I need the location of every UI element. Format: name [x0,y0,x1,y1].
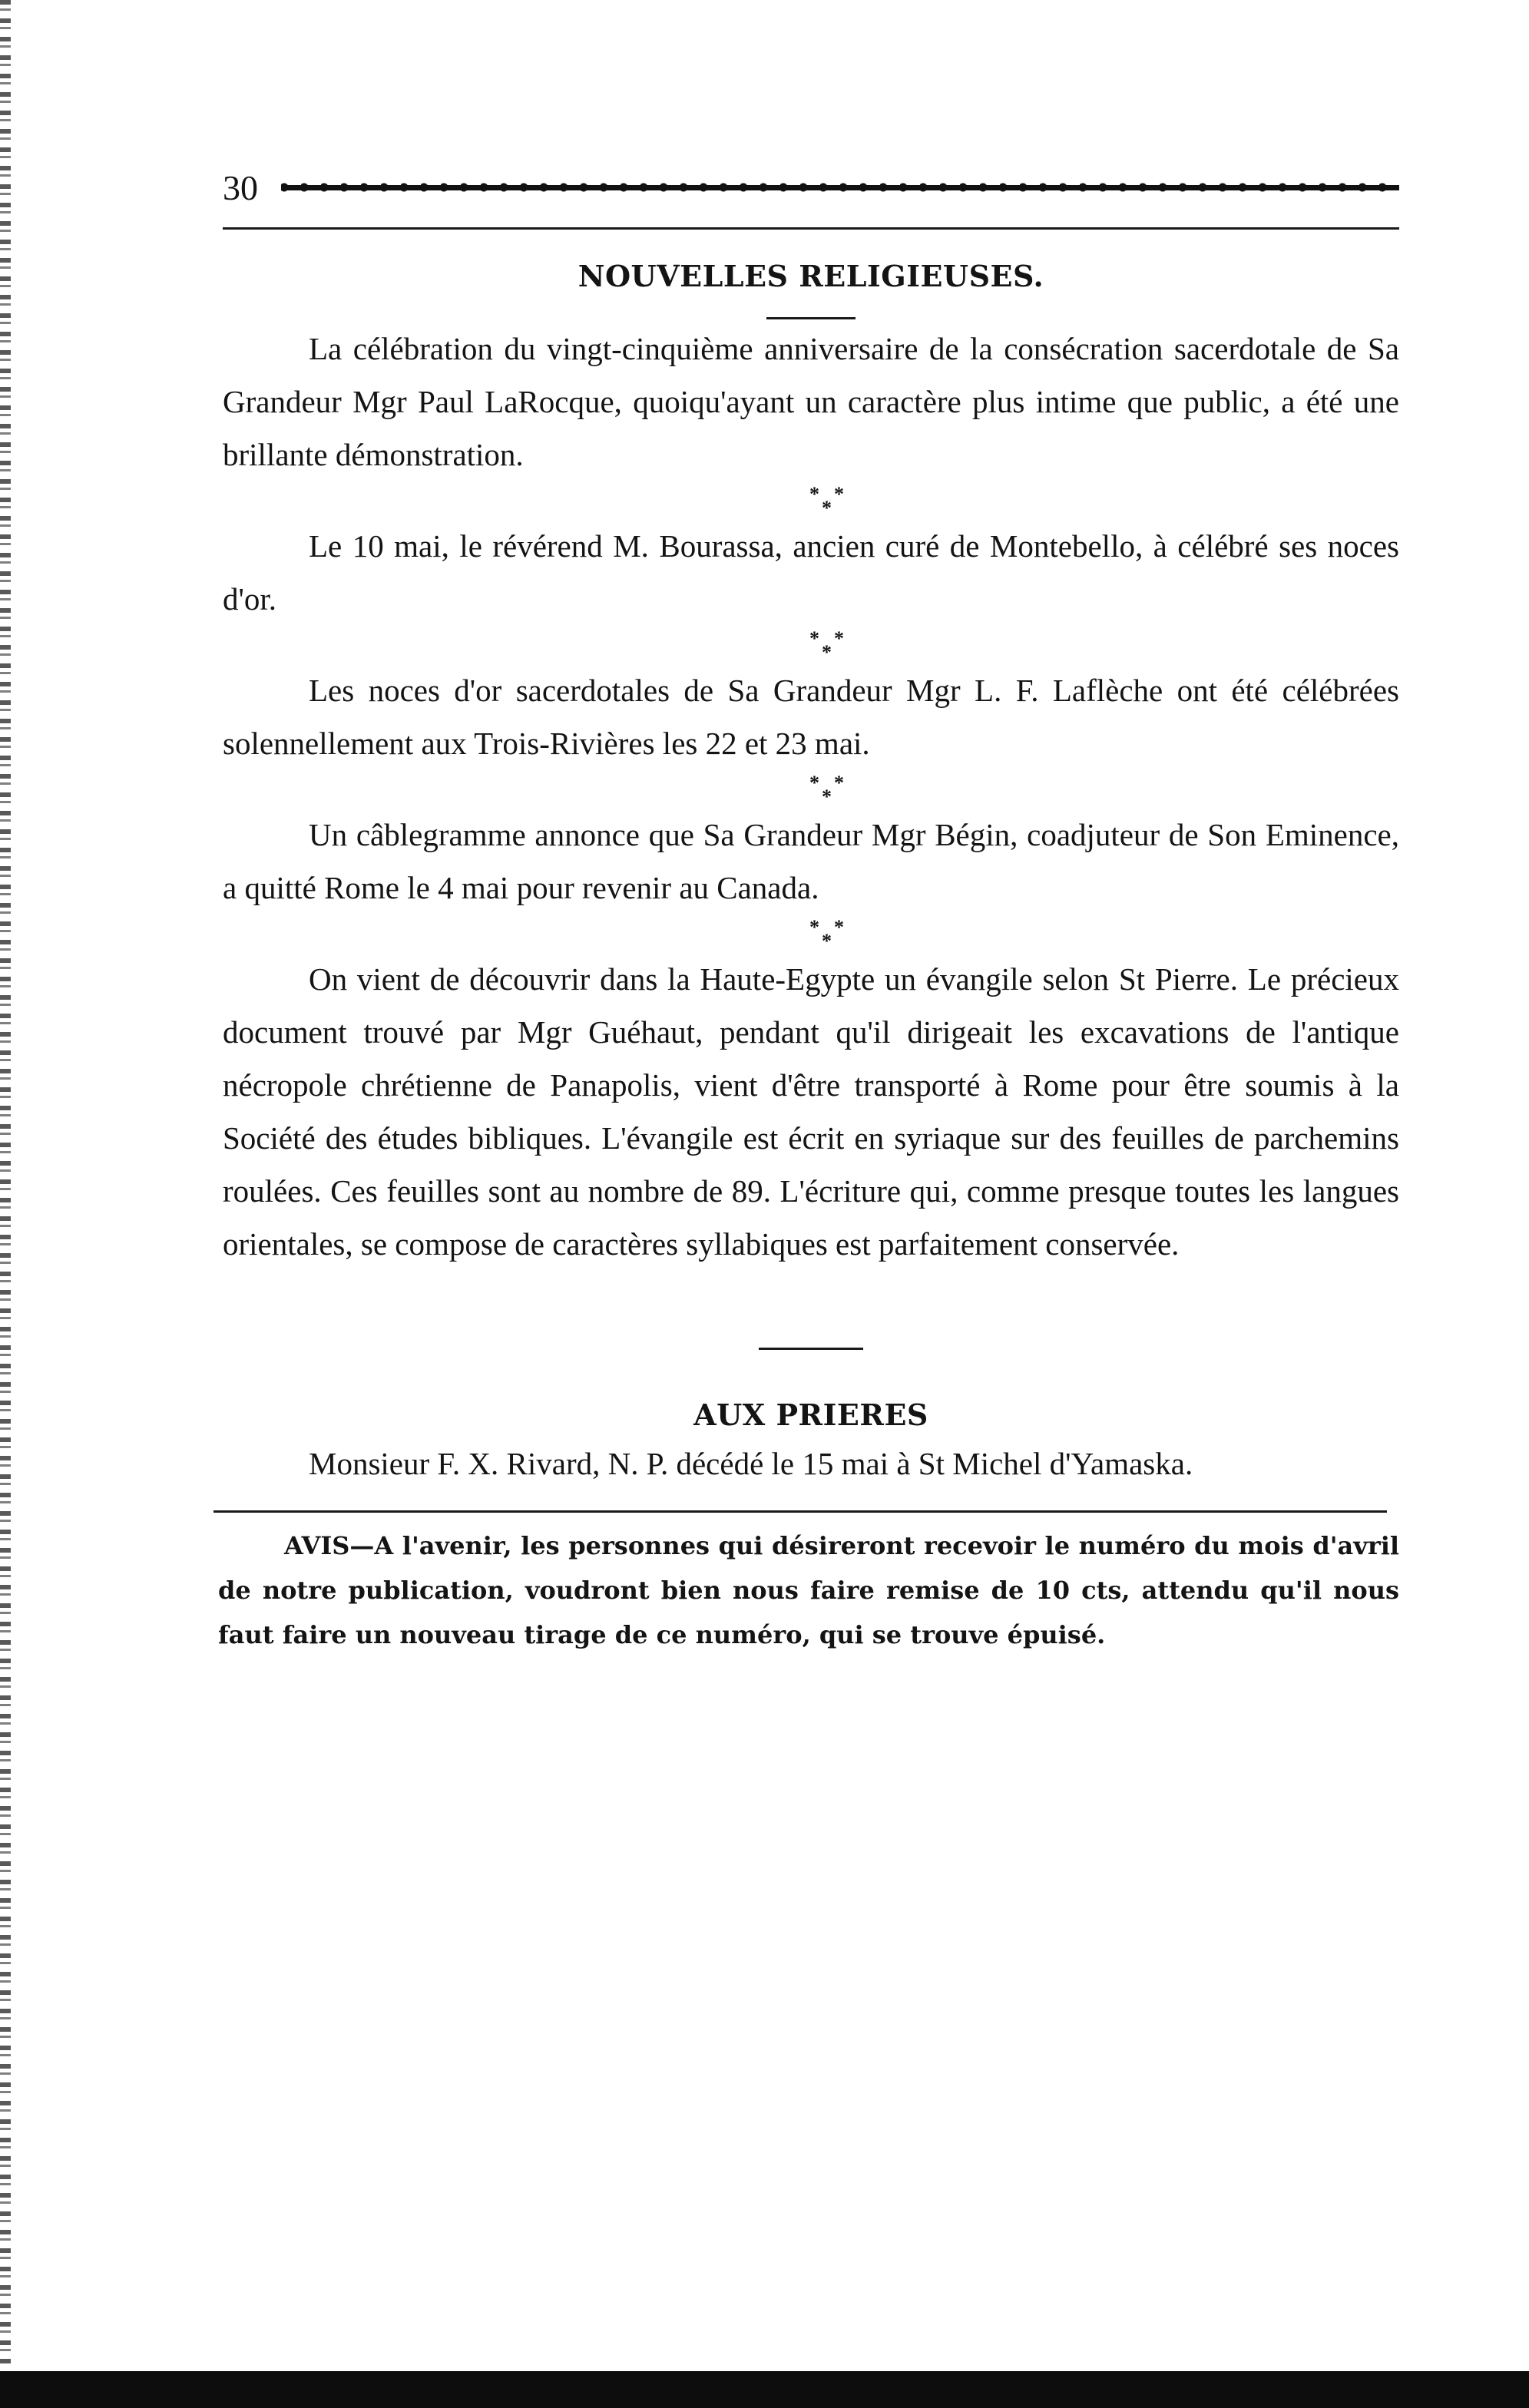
running-head-ornament [281,172,1399,203]
asterism-separator: * * * [809,627,844,663]
notice-paragraph: AVIS—A l'avenir, les personnes qui désireront recevoir le numéro du mois d'avril de notre publication, voudront bien nous faire remise de 10 cts, attendu qu'il nous faut faire un nouveau tirage de ce numéro, qui se trouve épuisé. [218,1531,1399,1649]
page [218,154,1399,1657]
news-paragraph-1: La célébration du vingt-cinquième anniversaire de la consécration sacerdotale de Sa Grandeur Mgr Paul LaRocque, quoiqu'ayant un caractère plus intime que public, a été une brillante démonstration. [223,331,1399,472]
news-paragraph-5: On vient de découvrir dans la Haute-Egypte un évangile selon St Pierre. Le précieux document trouvé par Mgr Guéhaut, pendant qu'il dirigeait les excavations de l'antique nécropole chrétienne de Panapolis, vient d'être transporté à Rome pour être soumis à la Société des études bibliques. L'évangile est écrit en syriaque sur des feuilles de parchemins roulées. Ces feuilles sont au nombre de 89. L'écriture qui, comme presque toutes les langues orientales, se compose de caractères syllabiques est parfaitement conservée. [223,961,1399,1262]
section-title-prayers: AUX PRIERES [693,1398,928,1432]
page-number: 30 [223,168,258,207]
asterism-separator: * * * [809,916,844,952]
title-rule [766,317,856,319]
asterism-separator: * * * [809,772,844,808]
news-paragraph-4: Un câblegramme annonce que Sa Grandeur Mgr Bégin, coadjuteur de Son Eminence, a quitté Rome le 4 mai pour revenir au Canada. [223,817,1399,905]
section-divider [759,1348,863,1350]
section-title: NOUVELLES RELIGIEUSES. [578,259,1044,293]
page-header [223,154,1399,206]
scan-edge [0,0,11,2365]
asterism-separator: * * * [809,483,844,519]
news-paragraph-3: Les noces d'or sacerdotales de Sa Grandeur Mgr L. F. Laflèche ont été célébrées solennellement aux Trois-Rivières les 22 et 23 mai. [223,673,1399,761]
notice-rule [213,1510,1387,1513]
news-paragraph-2: Le 10 mai, le révérend M. Bourassa, ancien curé de Montebello, à célébré ses noces d'or. [223,528,1399,617]
scan-bottom-band [0,2371,1529,2408]
obituary-paragraph: Monsieur F. X. Rivard, N. P. décédé le 15 mai à St Michel d'Yamaska. [309,1446,1193,1481]
header-rule [223,227,1399,230]
